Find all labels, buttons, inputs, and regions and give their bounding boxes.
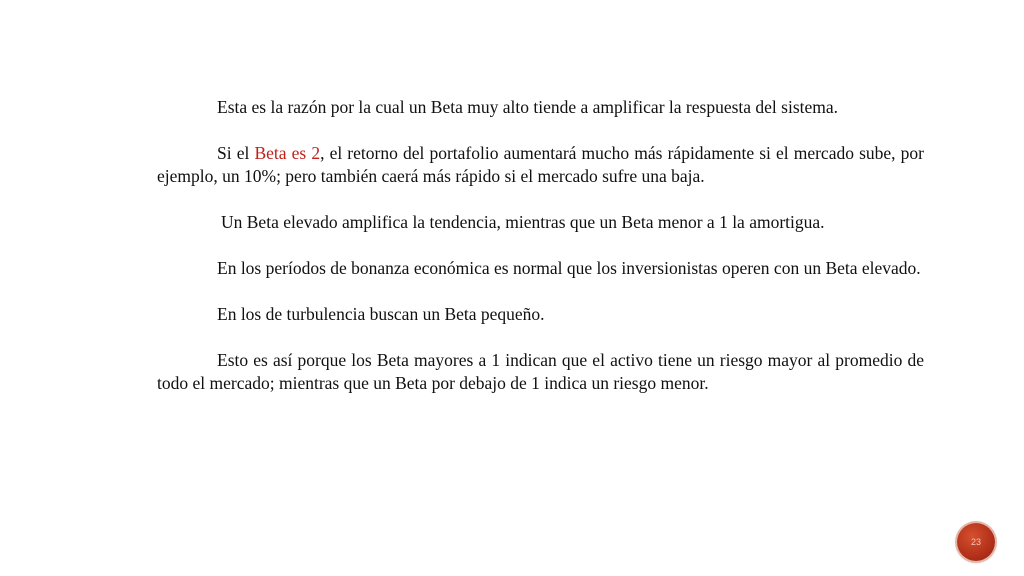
- page-number: 23: [970, 537, 981, 547]
- paragraph-beta-2-example: [157, 142, 924, 188]
- paragraph-turbulence: En los de turbulencia buscan un Beta pequeño.: [217, 304, 545, 324]
- page-number-badge: [957, 523, 995, 561]
- highlighted-beta-2: Beta es 2: [254, 143, 321, 163]
- slide-body: [157, 96, 924, 418]
- paragraph-bonanza: En los períodos de bonanza económica es normal que los inversionistas operen con un Beta elevado.: [217, 258, 921, 278]
- paragraph-trend-amplification: Un Beta elevado amplifica la tendencia, mientras que un Beta menor a 1 la amortigua.: [221, 212, 825, 232]
- paragraph-beta-2-lead: Si el: [217, 143, 255, 163]
- paragraph-high-beta-amplifies: Esta es la razón por la cual un Beta muy alto tiende a amplificar la respuesta del sistema.: [217, 97, 839, 117]
- paragraph-beta-2-rest: , el retorno del portafolio aumentará mucho más rápidamente si el mercado sube, por ejemplo, un 10%; pero también caerá más rápido si el mercado sufre una baja.: [157, 143, 924, 186]
- paragraph-risk-explanation: Esto es así porque los Beta mayores a 1 indican que el activo tiene un riesgo mayor al promedio de todo el mercado; mientras que un Beta por debajo de 1 indica un riesgo menor.: [157, 350, 924, 393]
